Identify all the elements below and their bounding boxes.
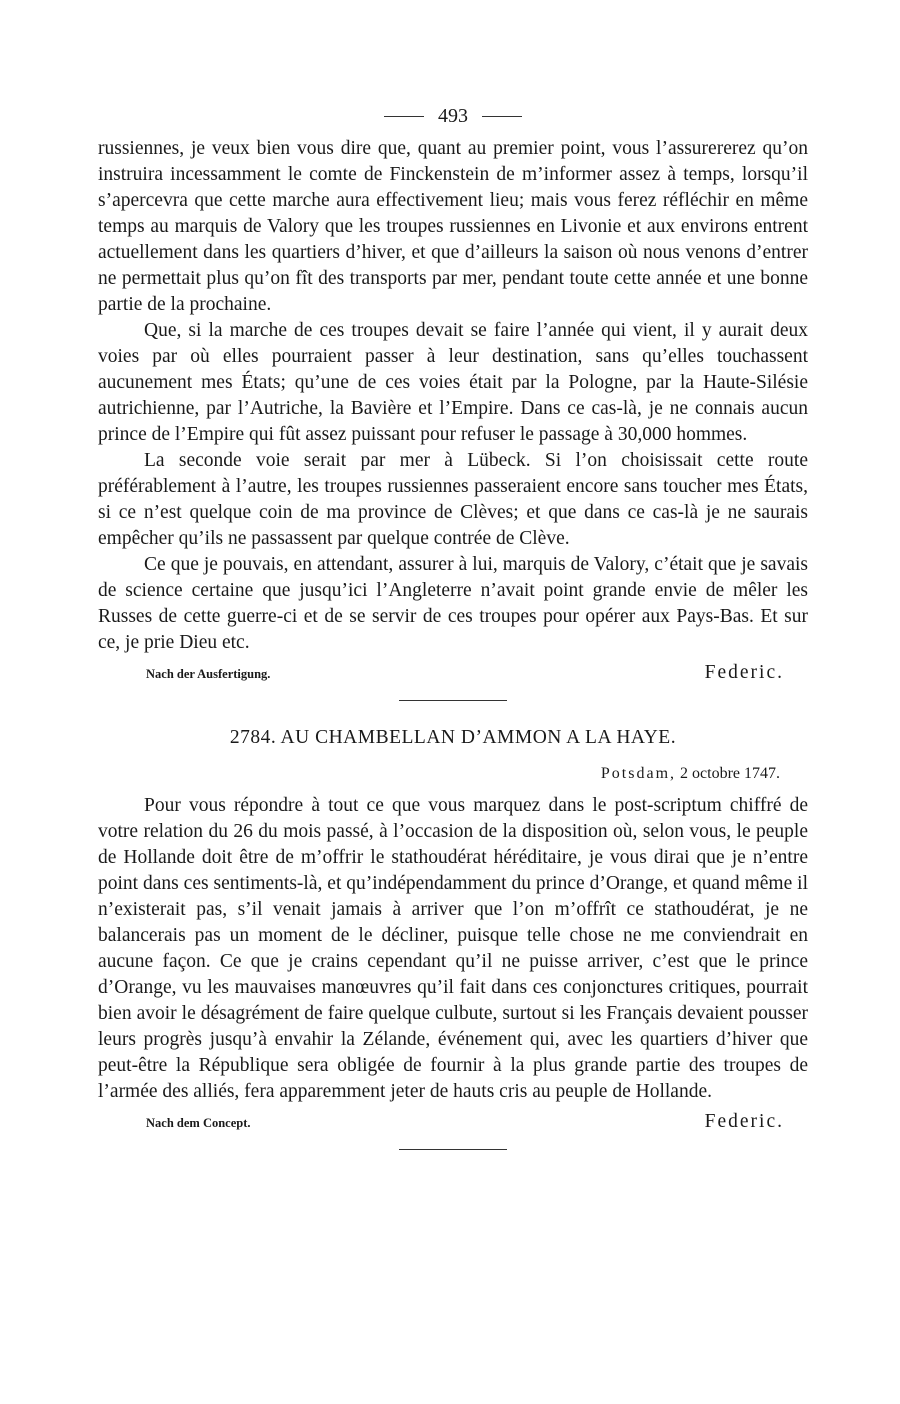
date-place: Potsdam, [600, 765, 677, 782]
paragraph: russiennes, je veux bien vous dire que, quant au premier point, vous l’assurererez qu’on instruira incessamment le comte de Finckenstein de m’informer assez à temps, lorsqu’il s’apercevra que cette marche aura effectivement lieu; mais vous ferez réfléchir en même temps au marquis de Valory que les troupes russiennes en Livonie et aux environs entrent actuellement dans les quartiers d’hiver, et que d’ailleurs la saison où nous venons d’entrer ne permettait plus qu’on fît des transports par mer, pendant toute cette année et une bonne partie de la prochaine. [98, 138, 808, 315]
header-rule-right [482, 116, 522, 117]
letter-footer [98, 1109, 808, 1137]
section-separator [399, 1149, 507, 1150]
source-note: Nach dem Concept. [146, 1116, 251, 1130]
previous-letter-footer [98, 660, 808, 688]
page-header [98, 96, 808, 136]
paragraph: La seconde voie serait par mer à Lübeck. Si l’on choisissait cette route préférablement à l’autre, les troupes russiennes passeraient encore sans toucher mes États, si ce n’est quelque coin de ma province de Clèves; et que dans ce cas-là je ne saurais empêcher qu’ils ne passassent par quelque contrée de Clève. [98, 450, 808, 549]
page-number: 493 [438, 105, 468, 127]
paragraph: Que, si la marche de ces troupes devait se faire l’année qui vient, il y aurait deux voies par où elles pourraient passer à leur destination, sans qu’elles touchassent aucunement mes États; qu’une de ces voies était par la Pologne, par la Haute-Silésie autrichienne, par l’Autriche, la Bavière et l’Empire. Dans ce cas-là, je ne connais aucun prince de l’Empire qui fût assez puissant pour refuser le passage à 30,000 hommes. [98, 320, 808, 445]
document-page [98, 96, 808, 1138]
signature: Federic. [704, 1111, 784, 1132]
signature: Federic. [704, 662, 784, 683]
paragraph: Ce que je pouvais, en attendant, assurer à lui, marquis de Valory, c’était que je savais de science certaine que jusqu’ici l’Angleterre n’avait point grande envie de mêler les Russes de cette guerre-ci et de se servir de ces troupes pour opérer aux Pays-Bas. Et sur ce, je prie Dieu etc. [98, 554, 808, 653]
section-separator [399, 700, 507, 701]
dateline [98, 761, 808, 787]
previous-letter-body [98, 136, 808, 656]
letter-title: 2784. AU CHAMBELLAN D’AMMON A LA HAYE. [229, 727, 677, 748]
header-rule-left [384, 116, 424, 117]
date: 2 octobre 1747. [680, 765, 780, 782]
source-note: Nach der Ausfertigung. [146, 667, 271, 681]
letter-body: Pour vous répondre à tout ce que vous marquez dans le post-scriptum chiffré de votre relation du 26 du mois passé, à l’occasion de la disposition où, selon vous, le peuple de Hollande doit être de m’offrir le stathoudérat héréditaire, je vous dirai que je n’entre point dans ces sentiments-là, et qu’indépendamment du prince d’Orange, et quand même il n’existerait pas, s’il venait jamais à arriver que l’on m’offrît ce stathoudérat, je ne balancerais pas un moment de le décliner, puisque telle chose ne me conviendrait en aucune façon. Ce que je crains cependant qu’il ne puisse arriver, c’est que le prince d’Orange, vu les mauvaises manœuvres qu’il fait dans ces conjonctures critiques, pourrait bien avoir le désagrément de faire quelque culbute, surtout si les Français devaient pousser leurs progrès jusqu’à envahir la Zélande, événement qui, avec les quartiers d’hiver que peut-être la République sera obligée de fournir à la plus grande partie des troupes de l’armée des alliés, fera apparemment jeter de hauts cris au peuple de Hollande. [98, 795, 808, 1102]
